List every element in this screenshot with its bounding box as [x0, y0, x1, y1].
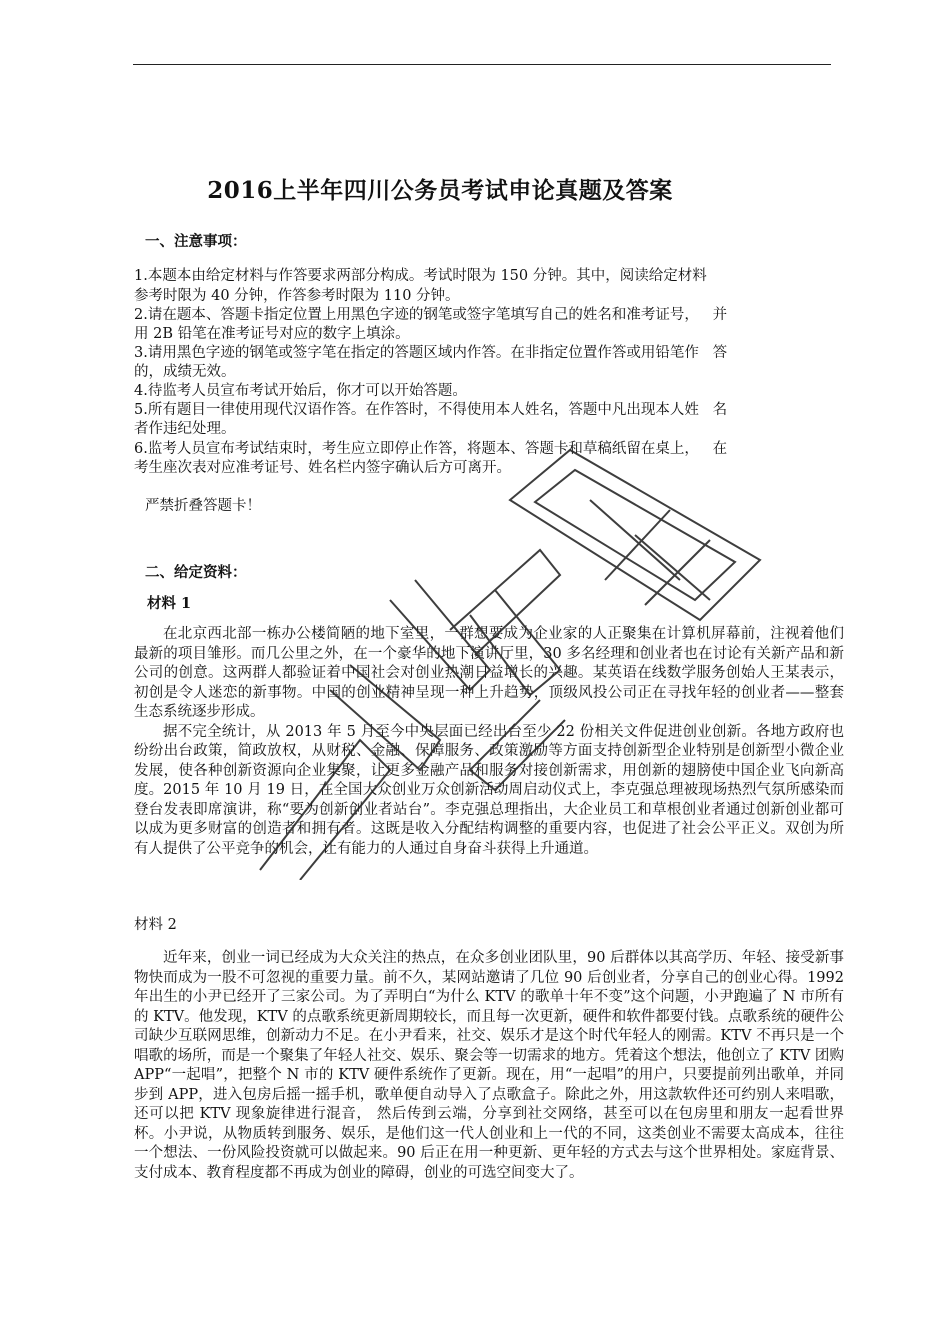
material-2-body: [134, 949, 844, 1183]
material-1-label: 材料 1: [147, 595, 192, 612]
note-line: 的，成绩无效。: [134, 364, 236, 380]
note-line: 用 2B 铅笔在准考证号对应的数字上填涂。: [134, 326, 410, 342]
material-2-paragraph: 近年来，创业一词已经成为大众关注的热点，在众多创业团队里，90 后群体以其高学历、年轻、接受新事物快而成为一股不可忽视的重要力量。前不久，某网站邀请了几位 90 后创业者，分享自己的创业心得。1992 年出生的小尹已经开了三家公司。为了弄明白“为什么 KTV 的歌单十年不变”这个问题，小尹跑遍了 N 市所有的 KTV。他发现，KTV 的点歌系统更新周期较长，而且每一次更新，硬件和软件都要付钱。点歌系统的硬件公司缺少互联网思维，创新动力不足。在小尹看来，社交、娱乐才是这个时代年轻人的刚需。KTV 不再只是一个唱歌的场所，而是一个聚集了年轻人社交、娱乐、聚会等一切需求的地方。凭着这个想法，他创立了 KTV 团购 APP“一起唱”，把整个 N 市的 KTV 硬件系统作了更新。现在，用“一起唱”的用户，只要提前列出歌单，并同步到 APP，进入包房后摇一摇手机，歌单便自动导入了点歌盒子。除此之外，用这款软件还可约别人来唱歌，还可以把 KTV 现象旋律进行混音， 然后传到云端，分享到社交网络，甚至可以在包房里和朋友一起看世界杯。小尹说，从物质转到服务、娱乐，是他们这一代人创业和上一代的不同，这类创业不需要太高成本，往往一个想法、一份风险投资就可以做起来。90 后正在用一种更新、更年轻的方式去与这个世界相处。家庭背景、支付成本、教育程度都不再成为创业的障碍，创业的可选空间变大了。: [134, 950, 844, 1181]
note-line: 1.本题本由给定材料与作答要求两部分构成。考试时限为 150 分钟。其中，阅读给定材料: [134, 268, 707, 284]
section-heading-materials: 二、给定资料：: [145, 564, 247, 581]
watermark-stroke: [590, 500, 680, 580]
note-line: 6.监考人员宣布考试结束时，考生应立即停止作答，将题本、答题卡和草稿纸留在桌上， 在: [134, 441, 728, 457]
watermark-stroke: [635, 535, 710, 600]
material-1-paragraph: 在北京西北部一栋办公楼简陋的地下室里，一群想要成为企业家的人正聚集在计算机屏幕前，注视着他们最新的项目雏形。而几公里之外，在一个豪华的地下演讲厅里，30 多名经理和创业者也在讨论有关新产品和新公司的创意。这两群人都验证着中国社会对创业热潮日益增长的兴趣。某英语在线数学服务创始人王某表示，初创是令人迷恋的新事物。中国的创业精神呈现一种上升趋势，顶级风投公司正在寻找年轻的创业者——整套生态系统逐步形成。: [134, 626, 844, 720]
material-2-label: 材料 2: [134, 917, 177, 933]
material-1-paragraph: 据不完全统计，从 2013 年 5 月至今中央层面已经出台至少 22 份相关文件促进创业创新。各地方政府也纷纷出台政策，简政放权，从财税、金融、保障服务、政策激励等方面支持创新型企业特别是创新型小微企业发展，使各种创新资源向企业集聚，让更多金融产品和服务对接创新需求，用创新的翅膀使中国企业飞向新高度。2015 年 10 月 19 日，在全国大众创业万众创新活动周启动仪式上，李克强总理被现场热烈气氛所感染而登台发表即席演讲，称“要为创新创业者站台”。李克强总理指出，大企业员工和草根创业者通过创新创业都可以成为更多财富的创造者和拥有者。这既是收入分配结构调整的重要内容，也促进了社会公平正义。双创为所有人提供了公平竞争的机会，让有能力的人通过自身奋斗获得上升通道。: [134, 723, 844, 857]
note-line: 5.所有题目一律使用现代汉语作答。在作答时，不得使用本人姓名，答题中凡出现本人姓 名: [134, 402, 728, 418]
watermark-stroke: [510, 450, 760, 620]
section-heading-notes: 一、注意事项：: [145, 233, 247, 250]
watermark-stroke: [645, 540, 710, 605]
top-rule: [133, 64, 831, 65]
note-line: 考生座次表对应准考证号、姓名栏内签字确认后方可离开。: [134, 460, 511, 476]
note-line: 4.待监考人员宣布考试开始后，你才可以开始答题。: [134, 383, 467, 399]
watermark-stroke: [535, 470, 735, 600]
warning-text: 严禁折叠答题卡！: [145, 498, 261, 514]
note-line: 2.请在题本、答题卡指定位置上用黑色字迹的钢笔或签字笔填写自己的姓名和准考证号， 并: [134, 307, 728, 323]
note-line: 参考时限为 40 分钟，作答参考时限为 110 分钟。: [134, 288, 460, 304]
material-1-body: [134, 625, 844, 859]
note-line: 3.请用黑色字迹的钢笔或签字笔在指定的答题区域内作答。在非指定位置作答或用铅笔作 答: [134, 345, 728, 361]
note-line: 者作违纪处理。: [134, 421, 236, 437]
watermark-stroke: [605, 510, 670, 580]
page-title: 2016上半年四川公务员考试申论真题及答案: [207, 177, 673, 204]
